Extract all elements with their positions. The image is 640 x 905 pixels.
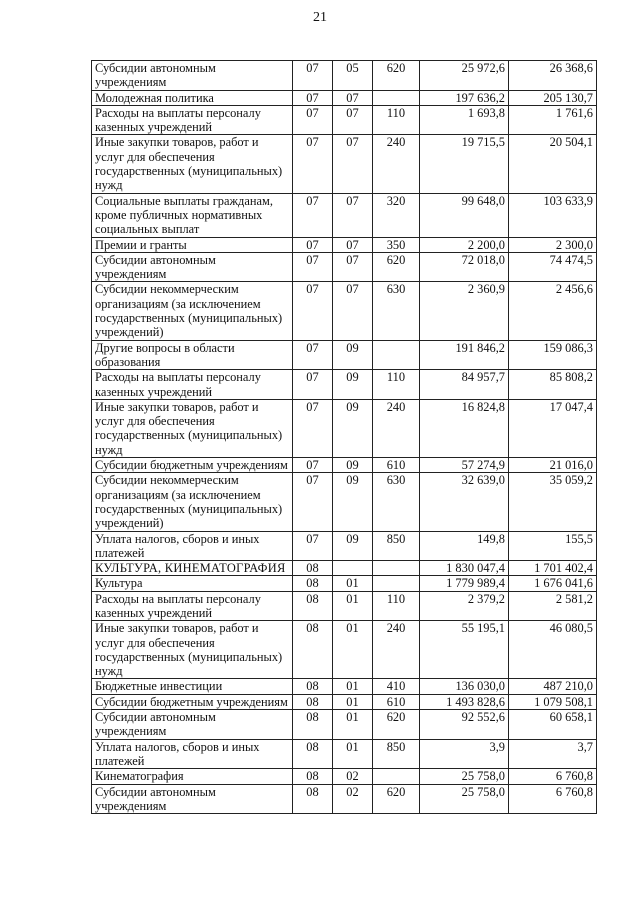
table-row xyxy=(92,621,597,679)
row-expense-type-cell: 240 xyxy=(373,621,420,679)
row-amount-year2-cell: 103 633,9 xyxy=(509,193,597,237)
row-expense-type-cell: 620 xyxy=(373,61,420,91)
table-row xyxy=(92,739,597,769)
row-amount-year2-cell: 46 080,5 xyxy=(509,621,597,679)
row-name-cell: Расходы на выплаты персоналу казенных учреждений xyxy=(92,591,293,621)
row-amount-year2-cell: 487 210,0 xyxy=(509,679,597,694)
row-amount-year2-cell: 1 761,6 xyxy=(509,105,597,135)
table-row xyxy=(92,370,597,400)
table-row xyxy=(92,282,597,340)
row-expense-type-cell: 350 xyxy=(373,237,420,252)
row-amount-year2-cell: 2 456,6 xyxy=(509,282,597,340)
row-expense-type-cell xyxy=(373,90,420,105)
row-section-cell: 08 xyxy=(293,784,333,814)
row-section-cell: 08 xyxy=(293,621,333,679)
row-expense-type-cell: 110 xyxy=(373,370,420,400)
row-amount-year1-cell: 2 360,9 xyxy=(420,282,509,340)
row-subsection-cell: 01 xyxy=(333,679,373,694)
row-section-cell: 07 xyxy=(293,61,333,91)
row-amount-year2-cell: 17 047,4 xyxy=(509,399,597,457)
row-amount-year2-cell: 6 760,8 xyxy=(509,769,597,784)
row-section-cell: 08 xyxy=(293,694,333,709)
row-name-cell: Расходы на выплаты персоналу казенных учреждений xyxy=(92,105,293,135)
row-amount-year2-cell: 26 368,6 xyxy=(509,61,597,91)
row-expense-type-cell: 320 xyxy=(373,193,420,237)
row-subsection-cell: 01 xyxy=(333,576,373,591)
table-row xyxy=(92,193,597,237)
row-name-cell: Субсидии некоммерческим организациям (за исключением государственных (муниципальных) учреждений) xyxy=(92,473,293,531)
row-name-cell: Субсидии некоммерческим организациям (за исключением государственных (муниципальных) учреждений) xyxy=(92,282,293,340)
page-number: 21 xyxy=(313,10,327,25)
row-amount-year2-cell: 35 059,2 xyxy=(509,473,597,531)
row-section-cell: 08 xyxy=(293,576,333,591)
row-amount-year1-cell: 84 957,7 xyxy=(420,370,509,400)
row-amount-year1-cell: 72 018,0 xyxy=(420,252,509,282)
row-amount-year1-cell: 2 379,2 xyxy=(420,591,509,621)
row-amount-year1-cell: 55 195,1 xyxy=(420,621,509,679)
table-row xyxy=(92,252,597,282)
budget-table-body xyxy=(92,61,597,814)
row-amount-year1-cell: 3,9 xyxy=(420,739,509,769)
row-expense-type-cell: 110 xyxy=(373,591,420,621)
table-row xyxy=(92,784,597,814)
row-subsection-cell: 07 xyxy=(333,193,373,237)
row-section-cell: 07 xyxy=(293,237,333,252)
row-name-cell: Иные закупки товаров, работ и услуг для обеспечения государственных (муниципальных) нужд xyxy=(92,621,293,679)
row-amount-year2-cell: 60 658,1 xyxy=(509,710,597,740)
row-subsection-cell: 05 xyxy=(333,61,373,91)
row-name-cell: Уплата налогов, сборов и иных платежей xyxy=(92,531,293,561)
row-amount-year1-cell: 25 972,6 xyxy=(420,61,509,91)
row-section-cell: 07 xyxy=(293,370,333,400)
row-subsection-cell: 07 xyxy=(333,90,373,105)
row-section-cell: 07 xyxy=(293,473,333,531)
row-amount-year1-cell: 32 639,0 xyxy=(420,473,509,531)
table-row xyxy=(92,710,597,740)
row-amount-year2-cell: 1 079 508,1 xyxy=(509,694,597,709)
row-expense-type-cell xyxy=(373,561,420,576)
table-row xyxy=(92,61,597,91)
row-expense-type-cell: 620 xyxy=(373,252,420,282)
row-name-cell: Иные закупки товаров, работ и услуг для обеспечения государственных (муниципальных) нужд xyxy=(92,399,293,457)
row-amount-year1-cell: 1 779 989,4 xyxy=(420,576,509,591)
row-name-cell: Иные закупки товаров, работ и услуг для обеспечения государственных (муниципальных) нужд xyxy=(92,135,293,193)
row-name-cell: Премии и гранты xyxy=(92,237,293,252)
row-name-cell: Культура xyxy=(92,576,293,591)
row-amount-year1-cell: 1 830 047,4 xyxy=(420,561,509,576)
row-amount-year2-cell: 155,5 xyxy=(509,531,597,561)
row-subsection-cell: 07 xyxy=(333,105,373,135)
row-name-cell: Социальные выплаты гражданам, кроме публичных нормативных социальных выплат xyxy=(92,193,293,237)
table-row xyxy=(92,531,597,561)
row-subsection-cell: 01 xyxy=(333,591,373,621)
row-amount-year2-cell: 85 808,2 xyxy=(509,370,597,400)
row-amount-year1-cell: 1 493 828,6 xyxy=(420,694,509,709)
table-row xyxy=(92,769,597,784)
table-row xyxy=(92,576,597,591)
row-subsection-cell: 09 xyxy=(333,531,373,561)
row-amount-year2-cell: 21 016,0 xyxy=(509,458,597,473)
row-expense-type-cell: 630 xyxy=(373,473,420,531)
row-amount-year1-cell: 2 200,0 xyxy=(420,237,509,252)
row-name-cell: Субсидии автономным учреждениям xyxy=(92,710,293,740)
row-subsection-cell: 02 xyxy=(333,769,373,784)
row-section-cell: 07 xyxy=(293,252,333,282)
row-name-cell: Расходы на выплаты персоналу казенных учреждений xyxy=(92,370,293,400)
row-subsection-cell: 01 xyxy=(333,694,373,709)
table-row xyxy=(92,105,597,135)
row-subsection-cell: 02 xyxy=(333,784,373,814)
row-subsection-cell: 01 xyxy=(333,739,373,769)
row-name-cell: Субсидии автономным учреждениям xyxy=(92,252,293,282)
row-name-cell: Субсидии автономным учреждениям xyxy=(92,784,293,814)
row-subsection-cell xyxy=(333,561,373,576)
row-expense-type-cell: 630 xyxy=(373,282,420,340)
row-amount-year2-cell: 1 676 041,6 xyxy=(509,576,597,591)
row-name-cell: Кинематография xyxy=(92,769,293,784)
table-row xyxy=(92,399,597,457)
row-name-cell: Другие вопросы в области образования xyxy=(92,340,293,370)
row-expense-type-cell: 610 xyxy=(373,458,420,473)
row-name-cell: Субсидии бюджетным учреждениям xyxy=(92,458,293,473)
table-row xyxy=(92,458,597,473)
row-section-cell: 07 xyxy=(293,399,333,457)
table-row xyxy=(92,561,597,576)
row-section-cell: 07 xyxy=(293,458,333,473)
row-subsection-cell: 09 xyxy=(333,340,373,370)
row-amount-year2-cell: 20 504,1 xyxy=(509,135,597,193)
row-amount-year2-cell: 159 086,3 xyxy=(509,340,597,370)
row-subsection-cell: 07 xyxy=(333,237,373,252)
row-amount-year1-cell: 16 824,8 xyxy=(420,399,509,457)
table-row xyxy=(92,90,597,105)
row-name-cell: Бюджетные инвестиции xyxy=(92,679,293,694)
row-subsection-cell: 09 xyxy=(333,473,373,531)
row-subsection-cell: 09 xyxy=(333,458,373,473)
row-expense-type-cell: 850 xyxy=(373,739,420,769)
row-name-cell: Субсидии бюджетным учреждениям xyxy=(92,694,293,709)
row-section-cell: 07 xyxy=(293,90,333,105)
row-amount-year1-cell: 25 758,0 xyxy=(420,769,509,784)
row-expense-type-cell: 620 xyxy=(373,710,420,740)
row-amount-year2-cell: 205 130,7 xyxy=(509,90,597,105)
row-name-cell: КУЛЬТУРА, КИНЕМАТОГРАФИЯ xyxy=(92,561,293,576)
row-expense-type-cell: 110 xyxy=(373,105,420,135)
row-section-cell: 07 xyxy=(293,193,333,237)
row-name-cell: Молодежная политика xyxy=(92,90,293,105)
table-row xyxy=(92,340,597,370)
row-section-cell: 07 xyxy=(293,105,333,135)
table-row xyxy=(92,237,597,252)
row-amount-year2-cell: 3,7 xyxy=(509,739,597,769)
row-subsection-cell: 07 xyxy=(333,252,373,282)
row-name-cell: Уплата налогов, сборов и иных платежей xyxy=(92,739,293,769)
row-subsection-cell: 07 xyxy=(333,282,373,340)
row-subsection-cell: 01 xyxy=(333,710,373,740)
row-section-cell: 07 xyxy=(293,135,333,193)
row-subsection-cell: 07 xyxy=(333,135,373,193)
row-amount-year2-cell: 6 760,8 xyxy=(509,784,597,814)
row-amount-year1-cell: 57 274,9 xyxy=(420,458,509,473)
table-row xyxy=(92,694,597,709)
table-row xyxy=(92,591,597,621)
table-row xyxy=(92,679,597,694)
row-expense-type-cell xyxy=(373,340,420,370)
row-expense-type-cell: 850 xyxy=(373,531,420,561)
row-amount-year2-cell: 2 300,0 xyxy=(509,237,597,252)
row-amount-year2-cell: 74 474,5 xyxy=(509,252,597,282)
row-expense-type-cell: 620 xyxy=(373,784,420,814)
row-amount-year1-cell: 136 030,0 xyxy=(420,679,509,694)
row-name-cell: Субсидии автономным учреждениям xyxy=(92,61,293,91)
row-section-cell: 08 xyxy=(293,561,333,576)
row-section-cell: 08 xyxy=(293,769,333,784)
row-section-cell: 08 xyxy=(293,710,333,740)
row-section-cell: 07 xyxy=(293,282,333,340)
row-section-cell: 07 xyxy=(293,531,333,561)
row-expense-type-cell: 610 xyxy=(373,694,420,709)
row-amount-year1-cell: 197 636,2 xyxy=(420,90,509,105)
row-subsection-cell: 09 xyxy=(333,399,373,457)
row-amount-year1-cell: 191 846,2 xyxy=(420,340,509,370)
row-expense-type-cell xyxy=(373,576,420,591)
row-section-cell: 08 xyxy=(293,591,333,621)
row-amount-year1-cell: 19 715,5 xyxy=(420,135,509,193)
table-row xyxy=(92,473,597,531)
row-amount-year2-cell: 1 701 402,4 xyxy=(509,561,597,576)
row-section-cell: 08 xyxy=(293,679,333,694)
row-expense-type-cell: 240 xyxy=(373,135,420,193)
row-amount-year1-cell: 92 552,6 xyxy=(420,710,509,740)
budget-table xyxy=(91,60,597,814)
row-subsection-cell: 09 xyxy=(333,370,373,400)
row-amount-year1-cell: 25 758,0 xyxy=(420,784,509,814)
row-expense-type-cell xyxy=(373,769,420,784)
table-row xyxy=(92,135,597,193)
row-amount-year1-cell: 1 693,8 xyxy=(420,105,509,135)
row-section-cell: 08 xyxy=(293,739,333,769)
row-amount-year1-cell: 149,8 xyxy=(420,531,509,561)
row-section-cell: 07 xyxy=(293,340,333,370)
row-amount-year1-cell: 99 648,0 xyxy=(420,193,509,237)
row-expense-type-cell: 240 xyxy=(373,399,420,457)
row-amount-year2-cell: 2 581,2 xyxy=(509,591,597,621)
row-subsection-cell: 01 xyxy=(333,621,373,679)
row-expense-type-cell: 410 xyxy=(373,679,420,694)
